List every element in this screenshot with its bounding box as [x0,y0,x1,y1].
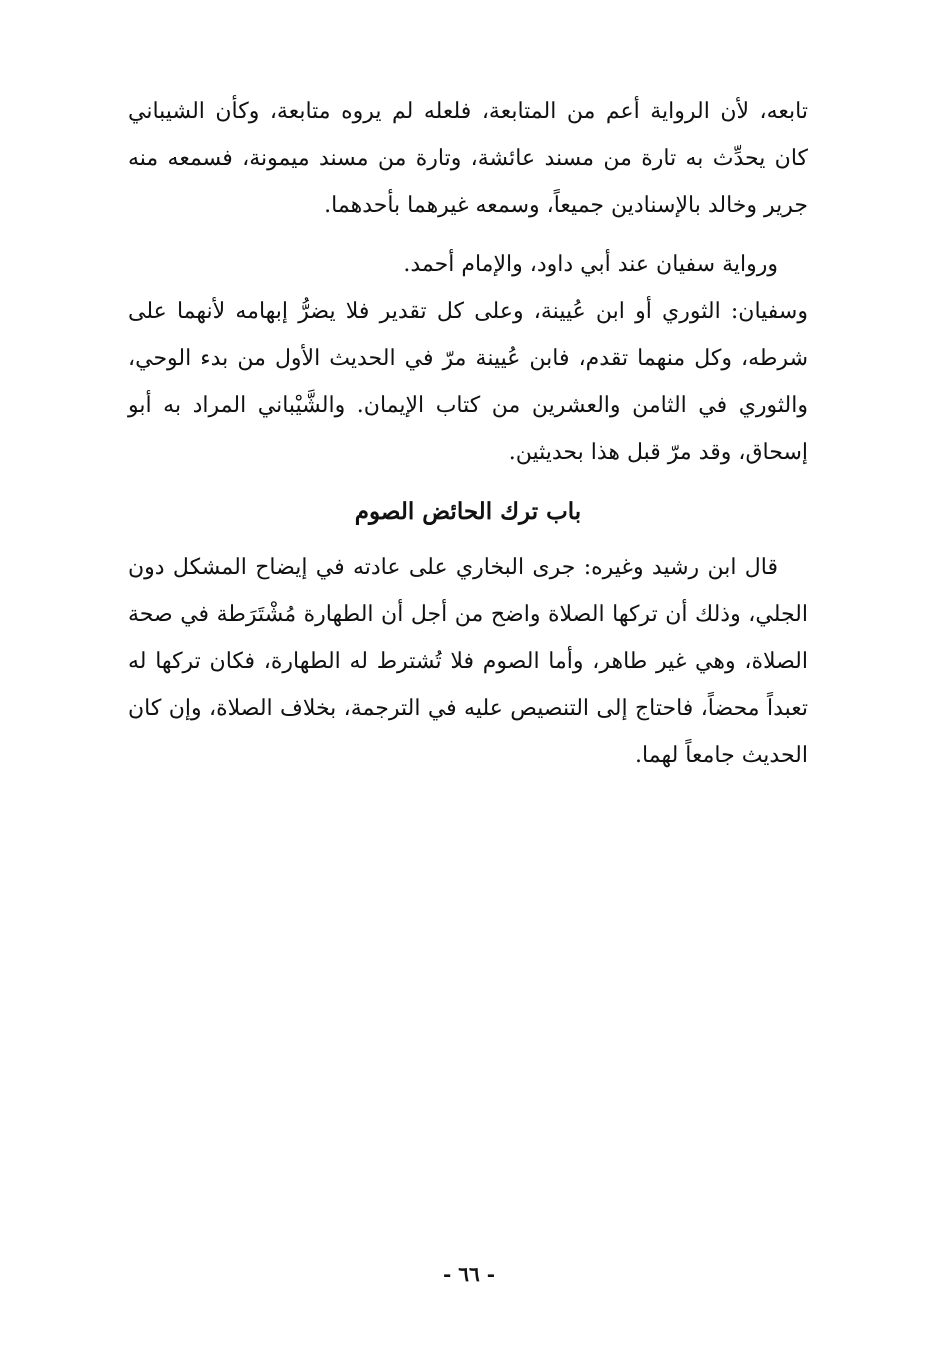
page-number: - ٦٦ - [442,1262,495,1286]
paragraph-3-line-3: والثوري في الثامن والعشرين من كتاب الإيمان. والشَّيْباني المراد به أبو [128,393,808,418]
section-paragraph-line-3: الصلاة، وهي غير طاهر، وأما الصوم فلا تُشترط له الطهارة، فكان تركها له تعبداً [128,649,808,721]
spacer [128,229,808,241]
paragraph-1-line-1: تابعه، لأن الرواية أعم من المتابعة، فلعله لم يروه متابعة، وكأن الشيباني كان [128,99,808,171]
page-body [128,88,808,779]
section-paragraph-line-4: محضاً، فاحتاج إلى التنصيص عليه في الترجمة، بخلاف الصلاة، وإن كان [128,696,760,721]
paragraph-3 [128,288,808,476]
paragraph-2-line-1: ورواية سفيان عند أبي داود، والإمام أحمد. [403,252,778,277]
section-paragraph [128,544,808,779]
section-paragraph-line-2: الجلي، وذلك أن تركها الصلاة واضح من أجل أن الطهارة مُشْتَرَطة في صحة [128,602,808,627]
paragraph-3-line-2: شرطه، وكل منهما تقدم، فابن عُيينة مرّ في الحديث الأول من بدء الوحي، [128,346,808,371]
paragraph-2 [128,241,808,288]
paragraph-3-line-4: إسحاق، وقد مرّ قبل هذا بحديثين. [508,440,808,465]
paragraph-1-line-3: بالإسنادين جميعاً، وسمعه غيرهما بأحدهما. [324,193,701,218]
paragraph-1-line-2: يحدِّث به تارة من مسند عائشة، وتارة من مسند ميمونة، فسمعه منه جرير وخالد [128,146,808,218]
paragraph-3-line-1: وسفيان: الثوري أو ابن عُيينة، وعلى كل تقدير فلا يضرُّ إبهامه لأنهما على [128,299,808,324]
section-heading: باب ترك الحائض الصوم [354,498,582,525]
paragraph-1 [128,88,808,229]
section-paragraph-line-1: قال ابن رشيد وغيره: جرى البخاري على عادته في إيضاح المشكل دون [128,555,778,580]
section-paragraph-line-5: الحديث جامعاً لهما. [635,743,808,768]
